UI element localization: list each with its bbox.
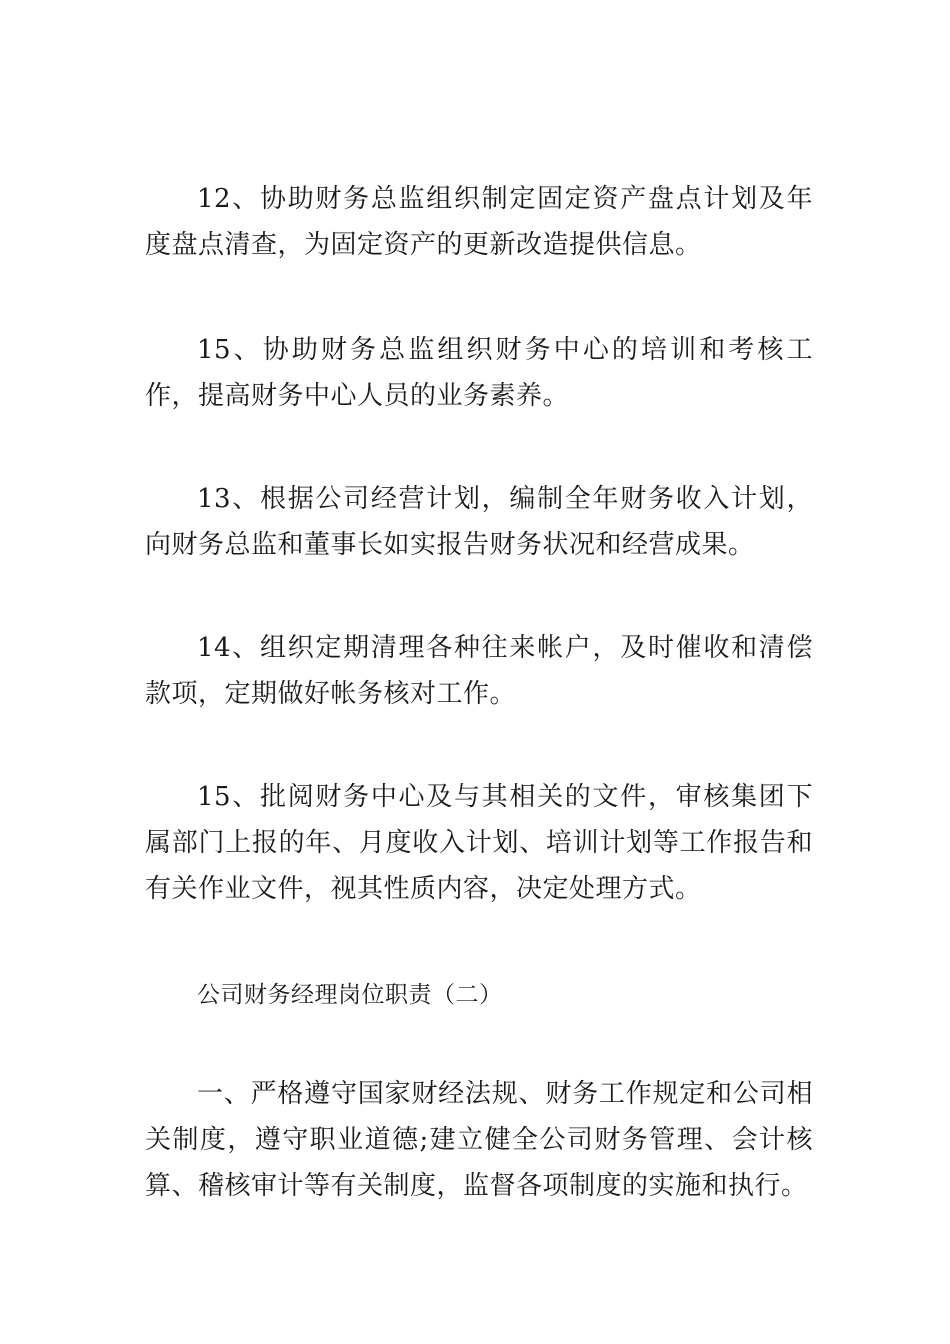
section-heading: 公司财务经理岗位职责（二） (197, 982, 503, 1008)
paragraph-item-13: 13、根据公司经营计划，编制全年财务收入计划，向财务总监和董事长如实报告财务状况和经营成果。 (145, 484, 813, 560)
paragraph-item-14: 14、组织定期清理各种往来帐户，及时催收和清偿款项，定期做好帐务核对工作。 (145, 633, 813, 709)
paragraph-item-12: 12、协助财务总监组织制定固定资产盘点计划及年度盘点清查，为固定资产的更新改造提供信息。 (145, 184, 813, 260)
paragraph-item-1: 一、严格遵守国家财经法规、财务工作规定和公司相关制度，遵守职业道德;建立健全公司财务管理、会计核算、稽核审计等有关制度，监督各项制度的实施和执行。 (145, 1079, 813, 1201)
paragraph-item-15-training: 15、协助财务总监组织财务中心的培训和考核工作，提高财务中心人员的业务素养。 (145, 335, 813, 411)
paragraph-item-15-review: 15、批阅财务中心及与其相关的文件，审核集团下属部门上报的年、月度收入计划、培训计划等工作报告和有关作业文件，视其性质内容，决定处理方式。 (145, 782, 813, 904)
